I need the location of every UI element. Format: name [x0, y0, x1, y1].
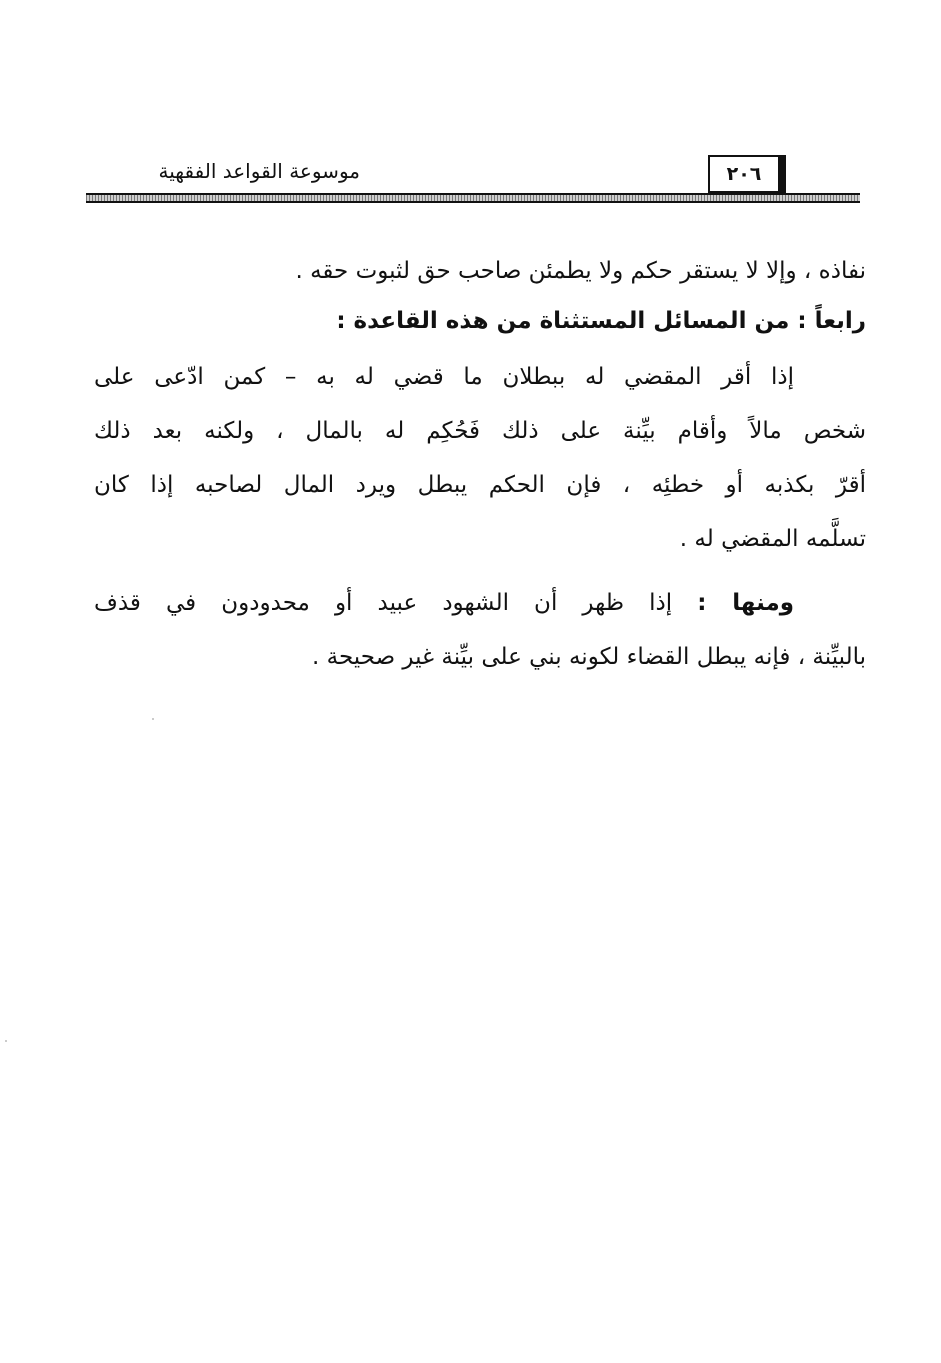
body-line-6: تسلَّمه المقضي له . — [679, 526, 866, 552]
body-line-4: شخص مالاً وأقام بيِّنة على ذلك فَحُكِم له بالمال ، ولكنه بعد ذلك — [94, 418, 866, 444]
paragraph-lead: ومنها : — [697, 590, 795, 616]
page-number: ٢٠٦ — [708, 155, 786, 193]
body-line-5: أقرّ بكذبه أو خطئِه ، فإن الحكم يبطل ويرد المال لصاحبه إذا كان — [94, 472, 866, 498]
page-body — [94, 244, 866, 684]
scan-speck — [5, 1040, 7, 1042]
page-header — [86, 153, 860, 205]
section-heading: رابعاً : من المسائل المستثناة من هذه القاعدة : — [336, 308, 866, 334]
running-title: موسوعة القواعد الفقهية — [158, 159, 360, 183]
body-line-7-text: إذا ظهر أن الشهود عبيد أو محدودون في قذف — [94, 590, 698, 616]
body-line-7 — [94, 576, 866, 630]
body-line-1: نفاذه ، وإلا لا يستقر حكم ولا يطمئن صاحب حق لثبوت حقه . — [295, 258, 866, 284]
header-divider — [86, 193, 860, 203]
body-line-8: بالبيِّنة ، فإنه يبطل القضاء لكونه بني على بيِّنة غير صحيحة . — [312, 644, 866, 670]
paragraph-gap — [94, 566, 866, 576]
scan-speck — [152, 718, 154, 720]
body-line-3: إذا أقر المقضي له ببطلان ما قضي له به – كمن ادّعى على — [94, 364, 794, 390]
